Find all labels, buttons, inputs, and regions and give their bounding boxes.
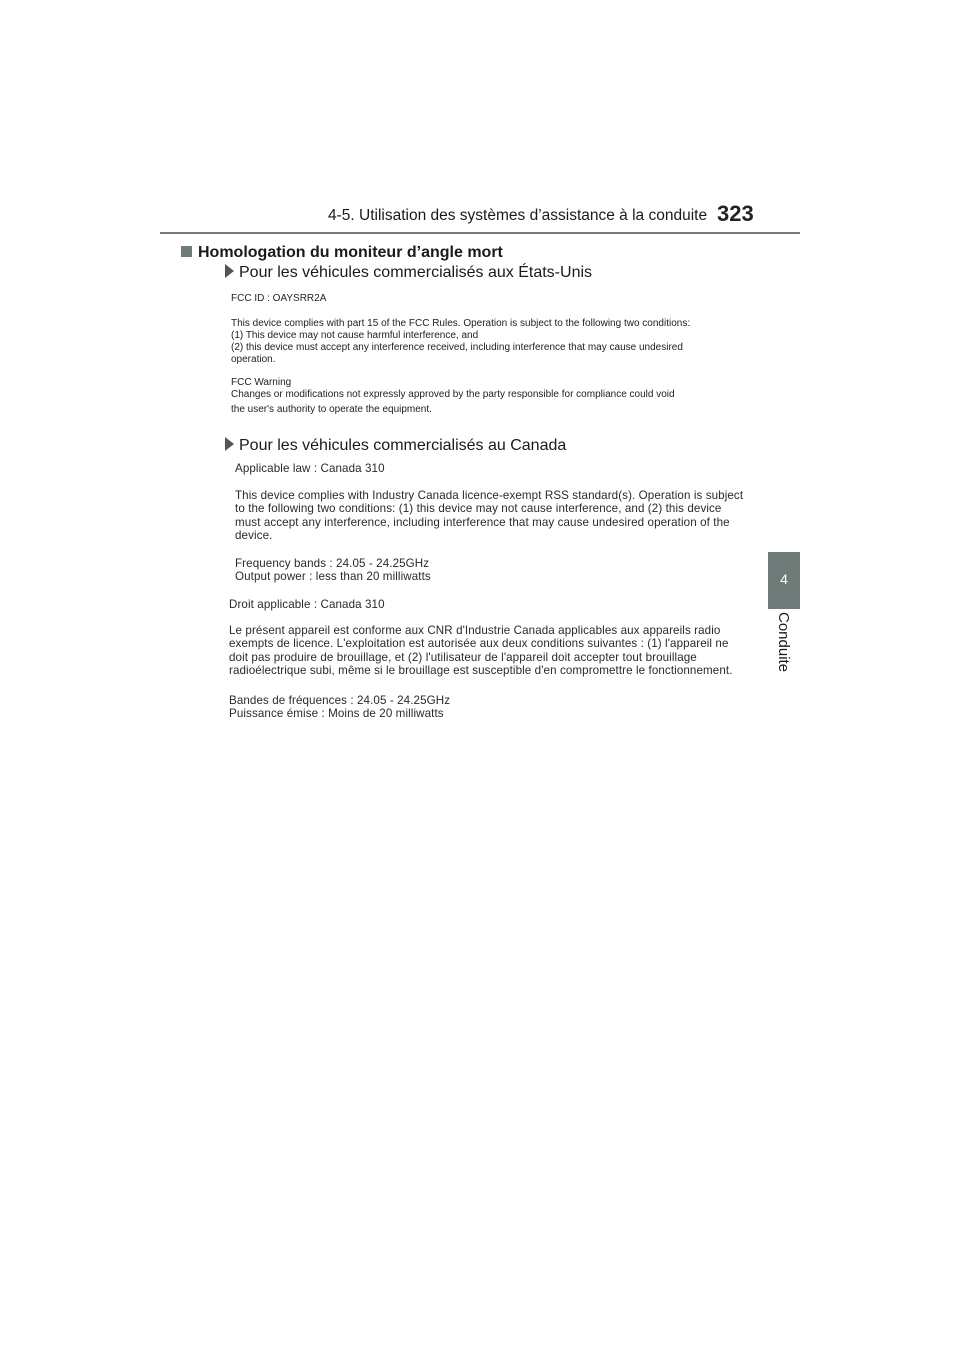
fcc-warning-title: FCC Warning bbox=[231, 377, 292, 388]
header-divider bbox=[160, 232, 800, 234]
fr-frequency-bands: Bandes de fréquences : 24.05 - 24.25GHz bbox=[229, 693, 451, 707]
fr-output-power: Puissance émise : Moins de 20 milliwatts bbox=[229, 707, 444, 720]
chapter-tab-number: 4 bbox=[780, 571, 788, 587]
usa-bullet bbox=[225, 264, 592, 282]
fcc-warning-line: the user's authority to operate the equipment. bbox=[231, 404, 432, 415]
en-compliance-line: This device complies with Industry Canada licence-exempt RSS standard(s). Operation is subject bbox=[235, 488, 744, 502]
canada-statement-english bbox=[235, 462, 760, 584]
canada-bullet bbox=[225, 437, 566, 455]
chapter-tab-label: Conduite bbox=[775, 612, 792, 673]
fcc-compliance-line: (2) this device must accept any interference received, including interference that may cause undesired bbox=[231, 342, 683, 353]
en-compliance-line: device. bbox=[235, 529, 273, 542]
fr-compliance-line: exempts de licence. L'exploitation est autorisée aux deux conditions suivantes : (1) l'appareil ne bbox=[229, 637, 729, 650]
fr-compliance-line: radioélectrique subi, même si le brouillage est susceptible d'en compromettre le fonctionnement. bbox=[229, 664, 733, 677]
en-compliance-line: must accept any interference, including interference that may cause undesired operation of the bbox=[235, 515, 730, 529]
section-heading-text: Homologation du moniteur d’angle mort bbox=[198, 244, 503, 261]
canada-bullet-text: Pour les véhicules commercialisés au Canada bbox=[239, 437, 567, 454]
fr-applicable-law: Droit applicable : Canada 310 bbox=[229, 598, 385, 611]
fr-compliance-line: doit pas produire de brouillage, et (2) l'utilisateur de l'appareil doit accepter tout brouillage bbox=[229, 650, 697, 664]
square-bullet-icon bbox=[181, 246, 192, 257]
en-frequency-bands: Frequency bands : 24.05 - 24.25GHz bbox=[235, 556, 430, 570]
section-heading bbox=[181, 244, 503, 262]
page-number: 323 bbox=[717, 201, 754, 226]
arrow-bullet-icon bbox=[225, 264, 234, 278]
fcc-compliance-line: operation. bbox=[231, 354, 276, 365]
fcc-statement bbox=[231, 293, 761, 416]
chapter-tab bbox=[768, 552, 800, 609]
fcc-compliance-line: (1) This device may not cause harmful interference, and bbox=[231, 330, 479, 341]
en-compliance-line: to the following two conditions: (1) this device may not cause interference, and (2) this device bbox=[235, 502, 722, 515]
arrow-bullet-icon bbox=[225, 437, 234, 451]
fcc-id: FCC ID : OAYSRR2A bbox=[231, 293, 327, 304]
chapter-title: 4-5. Utilisation des systèmes d’assistance à la conduite bbox=[328, 207, 708, 224]
fcc-warning-line: Changes or modifications not expressly approved by the party responsible for compliance could void bbox=[231, 389, 675, 400]
en-output-power: Output power : less than 20 milliwatts bbox=[235, 570, 431, 583]
canada-statement-french bbox=[229, 598, 759, 721]
usa-bullet-text: Pour les véhicules commercialisés aux États-Unis bbox=[239, 264, 593, 281]
fcc-compliance-line: This device complies with part 15 of the FCC Rules. Operation is subject to the following two conditions: bbox=[231, 318, 691, 329]
fr-compliance-line: Le présent appareil est conforme aux CNR d'Industrie Canada applicables aux appareils radio bbox=[229, 623, 721, 637]
en-applicable-law: Applicable law : Canada 310 bbox=[235, 462, 385, 475]
